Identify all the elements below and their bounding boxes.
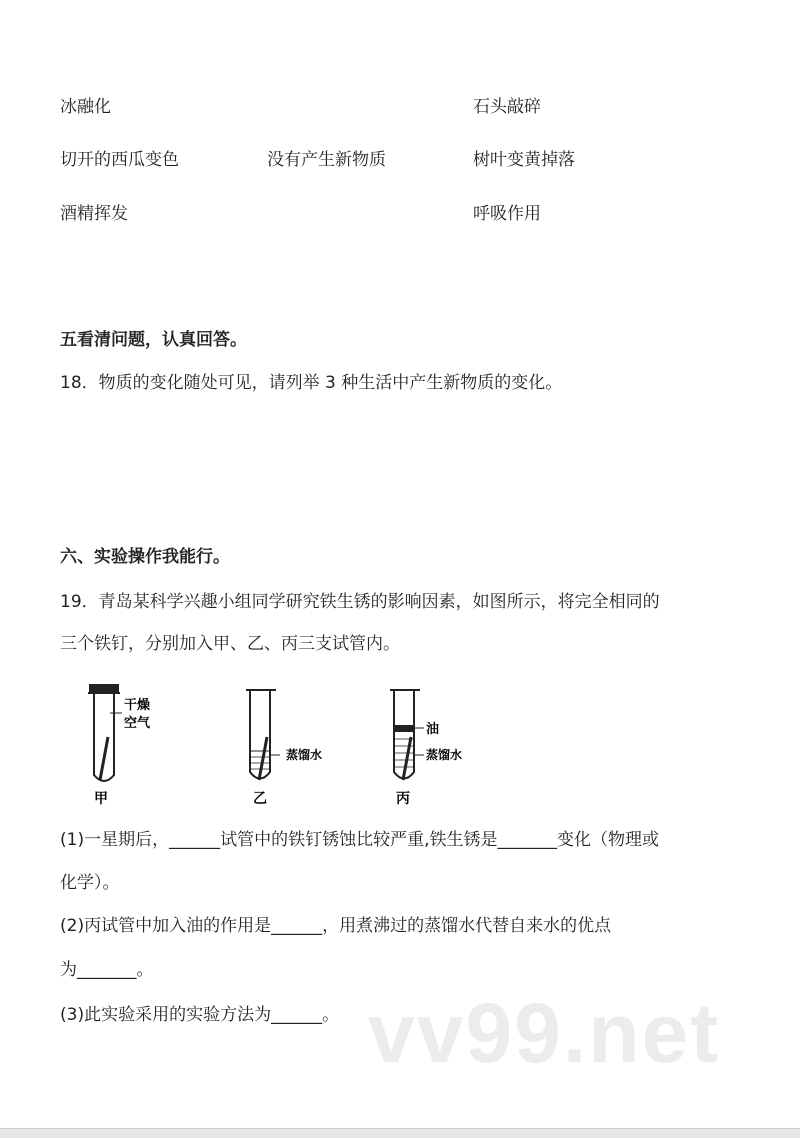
tube-c-label: 丙: [396, 791, 410, 807]
tube-b-note: 蒸馏水: [286, 748, 323, 762]
sub-question-1-line2: 化学）。: [60, 873, 120, 893]
sub-question-3: (3)此实验采用的实验方法为______。: [60, 1005, 340, 1025]
sub-question-2-line1: (2)丙试管中加入油的作用是______，用煮沸过的蒸馏水代替自来水的优点: [60, 916, 612, 936]
match-right-1: 石头敲碎: [473, 97, 541, 117]
match-left-3: 酒精挥发: [60, 204, 128, 224]
tube-a-label: 甲: [94, 791, 108, 807]
tube-b-label: 乙: [253, 791, 267, 807]
match-right-3: 呼吸作用: [473, 204, 541, 224]
tube-c: [390, 690, 424, 780]
question-18: 18．物质的变化随处可见，请列举 3 种生活中产生新物质的变化。: [60, 373, 563, 393]
section6-heading: 六、实验操作我能行。: [60, 547, 230, 567]
match-left-2: 切开的西瓜变色: [60, 150, 179, 170]
test-tubes-figure: [60, 675, 500, 810]
section5-heading: 五看清问题，认真回答。: [60, 330, 247, 350]
tube-a-note-1: 干燥: [124, 698, 151, 713]
tube-a-note-2: 空气: [124, 716, 151, 731]
match-middle-1: 没有产生新物质: [267, 150, 386, 170]
tube-a: [88, 685, 122, 781]
match-right-2: 树叶变黄掉落: [473, 150, 575, 170]
watermark: vv99.net: [368, 986, 721, 1080]
question-19-line1: 19．青岛某科学兴趣小组同学研究铁生锈的影响因素，如图所示，将完全相同的: [60, 592, 660, 612]
tube-b: [246, 690, 280, 780]
tube-c-note: 蒸馏水: [426, 748, 463, 762]
tube-c-oil: 油: [426, 722, 440, 737]
match-left-1: 冰融化: [60, 97, 111, 117]
question-19-line2: 三个铁钉，分别加入甲、乙、丙三支试管内。: [60, 634, 400, 654]
sub-question-2-line2: 为_______。: [60, 960, 154, 980]
sub-question-1-line1: (1)一星期后，______试管中的铁钉锈蚀比较严重,铁生锈是_______变化（物理或: [60, 830, 659, 850]
